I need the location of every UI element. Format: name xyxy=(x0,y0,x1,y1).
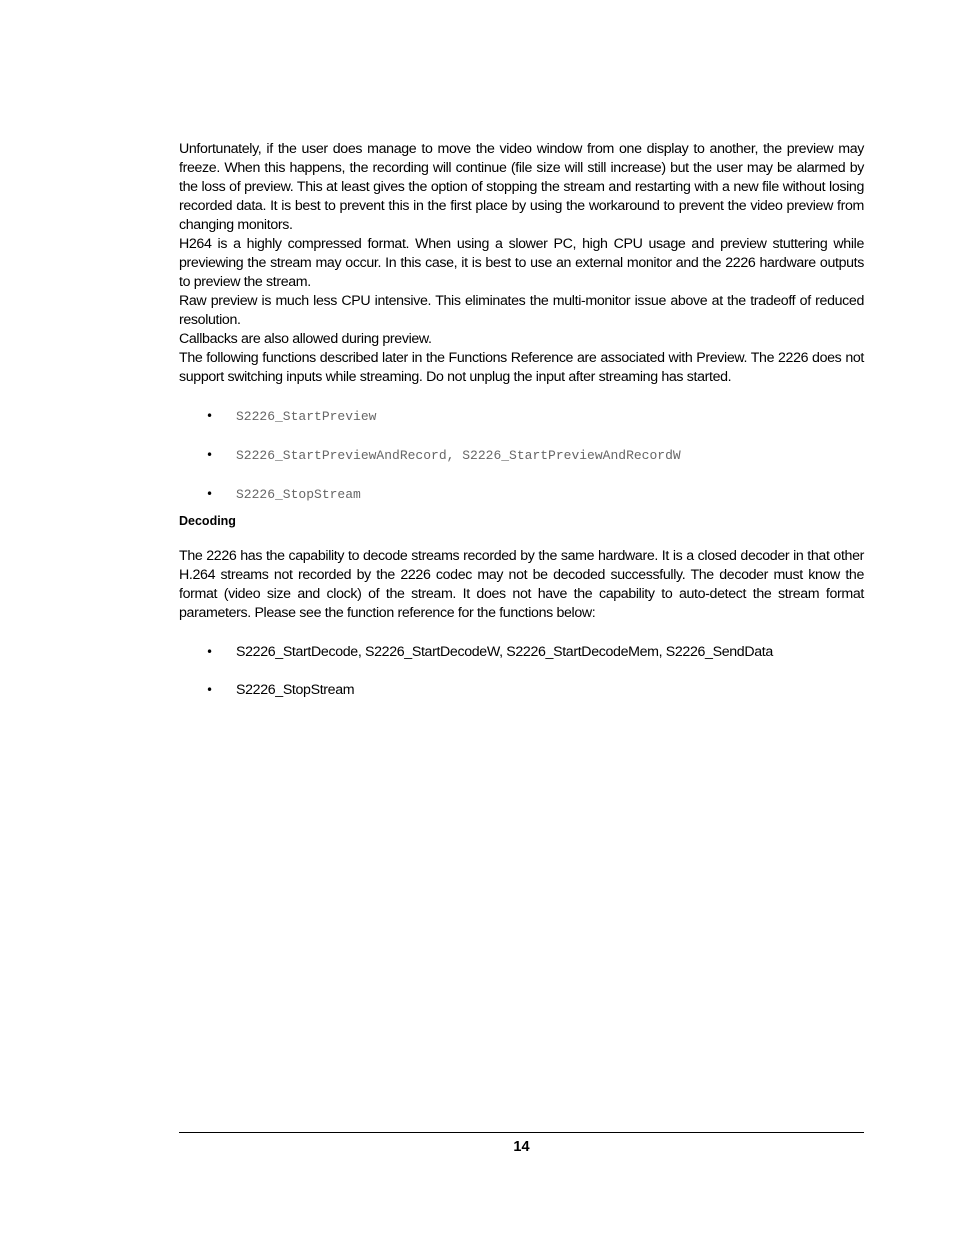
list-item xyxy=(179,405,864,444)
function-name: S2226_StopStream xyxy=(236,682,355,698)
list-item xyxy=(179,642,864,680)
function-name: S2226_StartDecode, S2226_StartDecodeW, S2226_StartDecodeMem, S2226_SendData xyxy=(236,644,773,660)
paragraph-decoding: The 2226 has the capability to decode streams recorded by the same hardware. It is a closed decoder in that other H.264 streams not recorded by the 2226 codec may not be decoded successfully. The decoder must know the format (video size and clock) of the stream. It does not have the capability to auto-detect the stream format parameters. Please see the function reference for the functions below: xyxy=(179,548,864,621)
paragraph-raw-preview: Raw preview is much less CPU intensive. This eliminates the multi-monitor issue above at the tradeoff of reduced resolution. xyxy=(179,293,864,328)
function-name: S2226_StartPreviewAndRecord, S2226_StartPreviewAndRecordW xyxy=(236,448,681,463)
list-item xyxy=(179,680,864,718)
function-name: S2226_StartPreview xyxy=(236,409,377,424)
preview-function-list xyxy=(179,405,864,511)
list-item xyxy=(179,444,864,483)
bullet-icon: • xyxy=(206,487,214,501)
decode-function-list xyxy=(179,642,864,718)
page-content xyxy=(179,140,864,718)
paragraph-preview-freeze: Unfortunately, if the user does manage to move the video window from one display to another, the preview may freeze. When this happens, the recording will continue (file size will still increase) but the user may be alarmed by the loss of preview. This at least gives the option of stopping the stream and restarting with a new file without losing recorded data. It is best to prevent this in the first place by using the workaround to prevent the video preview from changing monitors. xyxy=(179,141,864,233)
bullet-icon: • xyxy=(206,409,214,423)
bullet-icon: • xyxy=(206,448,214,462)
footer-divider xyxy=(179,1132,864,1133)
page-number: 14 xyxy=(513,1139,530,1155)
paragraph-h264-format: H264 is a highly compressed format. When using a slower PC, high CPU usage and preview stuttering while previewing the stream may occur. In this case, it is best to use an external monitor and the 2226 hardware outputs to preview the stream. xyxy=(179,236,864,290)
list-item xyxy=(179,483,864,511)
section-heading-decoding: Decoding xyxy=(179,514,236,528)
bullet-icon: • xyxy=(206,683,213,697)
bullet-icon: • xyxy=(206,645,213,659)
function-name: S2226_StopStream xyxy=(236,487,361,502)
paragraph-preview-functions-intro: The following functions described later in the Functions Reference are associated with Preview. The 2226 does not support switching inputs while streaming. Do not unplug the input after streaming has started. xyxy=(179,350,864,385)
paragraph-callbacks: Callbacks are also allowed during preview. xyxy=(179,331,432,347)
